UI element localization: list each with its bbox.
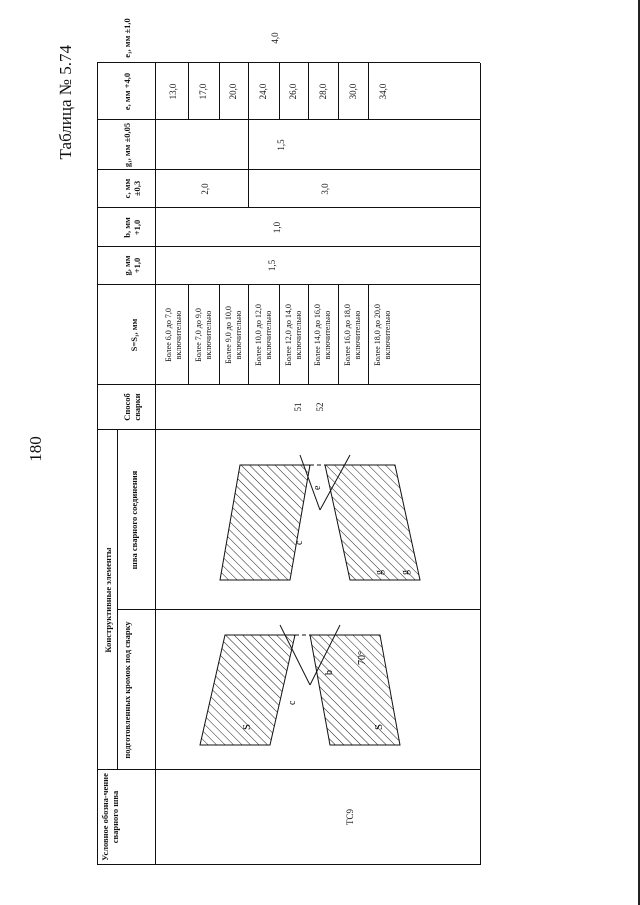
prepared-edges-diagram [160, 615, 475, 765]
row-divider [248, 120, 249, 170]
header-weld-joint: шва сварного соединения [129, 470, 139, 570]
e-value: 17,0 [198, 83, 208, 100]
structural-divider [117, 430, 118, 770]
col-divider [97, 284, 480, 285]
col-divider [97, 384, 480, 385]
table-border-top [97, 63, 98, 865]
col-divider [97, 169, 480, 170]
thickness-range: Более 14,0 до 16,0 включительно [313, 304, 332, 366]
c-right-label: c [294, 540, 305, 545]
row-divider [188, 63, 189, 120]
col-divider [117, 609, 480, 610]
header-e: e, мм +4,0 [122, 72, 132, 111]
row-divider [338, 63, 339, 120]
designation-value: ТС9 [345, 809, 355, 826]
header-thickness: S=S₁, мм [129, 318, 139, 352]
row-divider [248, 285, 249, 385]
s-top-label: S [241, 723, 253, 730]
g-value-1: 2,0 [200, 183, 210, 195]
page-number: 180 [26, 436, 45, 462]
e1-value: 4,0 [270, 32, 280, 44]
e-value: 30,0 [348, 83, 358, 100]
g-value-2: 3,0 [320, 183, 330, 195]
e-value: 13,0 [168, 83, 178, 100]
row-divider [368, 63, 369, 120]
header-prepared-edges: подготовленных кромок под сварку [122, 621, 132, 759]
c-value: 1,0 [272, 221, 282, 234]
row-divider [188, 285, 189, 385]
col-divider [97, 769, 480, 770]
g-bottom-label: g [400, 570, 411, 575]
row-divider [248, 170, 249, 208]
thickness-range: Более 6,0 до 7,0 включительно [164, 308, 183, 362]
e-value: 26,0 [288, 83, 298, 100]
thickness-range: Более 7,0 до 9,0 включительно [194, 308, 213, 362]
row-divider [338, 285, 339, 385]
row-divider [368, 285, 369, 385]
e-value: 34,0 [378, 83, 388, 100]
header-g: g, мм +1,0 [122, 255, 142, 276]
welding-method-51: 51 [293, 402, 303, 412]
thickness-range: Более 12,0 до 14,0 включительно [284, 304, 303, 366]
s-bottom-label: S [373, 723, 385, 730]
header-b: b, мм +1,0 [122, 217, 142, 238]
e-value: 20,0 [228, 83, 238, 100]
row-divider [219, 63, 220, 120]
header-designation: Условное обозна-чение сварного шва [100, 773, 120, 861]
weld-joint-diagram [160, 435, 475, 605]
header-g1: g₁, мм ±0,05 [122, 122, 132, 168]
table-border-bottom [480, 63, 481, 865]
row-divider [308, 63, 309, 120]
b-value: 1,5 [267, 259, 277, 272]
angle-label: 70° [357, 651, 368, 665]
b-label: b [324, 670, 335, 675]
table-title: Таблица № 5.74 [56, 45, 75, 160]
c-left-label: c [287, 700, 298, 705]
row-divider [248, 63, 249, 120]
col-divider [97, 246, 480, 247]
thickness-range: Более 16,0 до 18,0 включительно [343, 304, 362, 366]
header-e1: e₁, мм ±1,0 [122, 18, 132, 58]
col-divider [97, 429, 480, 430]
e-value: 28,0 [318, 83, 328, 100]
thickness-range: Более 10,0 до 12,0 включительно [254, 304, 273, 366]
g1-value: 1,5 [276, 139, 286, 151]
row-divider [279, 285, 280, 385]
row-divider [279, 63, 280, 120]
e-value: 24,0 [258, 83, 268, 100]
header-divider [155, 63, 156, 865]
thickness-range: Более 18,0 до 20,0 включительно [373, 304, 392, 366]
header-welding-method: Способ сварки [122, 393, 142, 421]
row-divider [219, 285, 220, 385]
thickness-range: Более 9,0 до 10,0 включительно [224, 306, 243, 364]
welding-method-52: 52 [315, 402, 325, 412]
header-structural-elements: Конструктивные элементы [103, 547, 113, 653]
header-c: c, мм ±0,3 [122, 178, 142, 199]
col-divider [97, 207, 480, 208]
g-top-label: g [374, 570, 385, 575]
e-label: e [312, 485, 323, 490]
row-divider [308, 285, 309, 385]
